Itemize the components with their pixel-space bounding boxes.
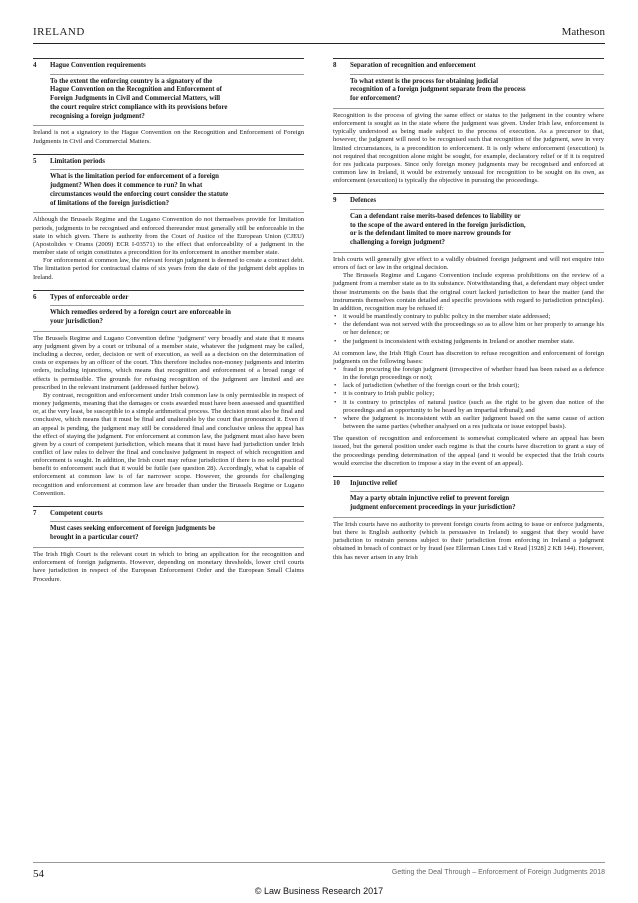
header-country: IRELAND — [33, 26, 85, 38]
question-heading: Hague Convention requirements — [50, 62, 146, 69]
right-column — [333, 58, 604, 562]
question-section-10 — [333, 476, 604, 562]
page-number: 54 — [33, 868, 44, 880]
question-number: 8 — [333, 62, 337, 69]
question-text: To the extent the enforcing country is a signatory of the Hague Convention on the Recognition and Enforcement of Foreign Judgments in Civil and Commercial Matters, will the court require strict compliance with its provisions before recognising a foreign judgment? — [50, 74, 304, 122]
question-number: 7 — [33, 509, 37, 517]
left-column — [33, 58, 304, 584]
question-text: Must cases seeking enforcement of foreign judgments be brought in a particular court? — [50, 521, 304, 543]
question-number: 5 — [33, 157, 37, 165]
header-firm: Matheson — [561, 26, 605, 38]
list-item: • it is contrary to principles of natural justice (such as the right to be given due notice of the proceedings and an opportunity to be heard by an impartial tribunal); and — [333, 399, 604, 415]
question-section-7 — [33, 506, 304, 584]
list-item: • it is contrary to Irish public policy; — [333, 390, 604, 398]
question-heading: Limitation periods — [50, 157, 105, 165]
question-heading: Competent courts — [50, 509, 103, 517]
question-section-5 — [33, 154, 304, 282]
list-item: • the defendant was not served with the proceedings so as to allow him or her properly to arrange his or her defence; or — [333, 321, 604, 337]
question-number: 4 — [33, 62, 37, 69]
question-heading: Types of enforceable order — [50, 293, 129, 301]
question-number: 6 — [33, 293, 37, 301]
question-section-6 — [33, 290, 304, 498]
list-item: • fraud in procuring the foreign judgment (irrespective of whether fraud has been raised as a defence in the foreign proceedings or not); — [333, 366, 604, 382]
bullet-list — [333, 366, 604, 431]
question-text: Which remedies ordered by a foreign court are enforceable in your jurisdiction? — [50, 305, 304, 327]
answer-text: The Irish courts have no authority to prevent foreign courts from acting to issue or enforce judgments, but there is English authority (which is persuasive in Ireland) to suggest that they would have jurisdiction to restrain persons subject to their jurisdiction from enforcing in Ireland a judgment obtained in breach of contract or by fraud (see Ellerman Lines Ltd v Read [1928] 2 KB 144). However, this has never arisen in any Irish — [333, 517, 604, 562]
list-item: • where the judgment is inconsistent with an earlier judgment based on the same cause of action between the same parties (whether analysed on a res judicata or issue estoppel basis). — [333, 415, 604, 431]
question-section-8 — [333, 58, 604, 185]
question-text: May a party obtain injunctive relief to prevent foreign judgment enforcement proceedings in your jurisdiction? — [350, 491, 604, 513]
answer-text: The Brussels Regime and Lugano Convention define ‘judgment’ very broadly and state that it means any judgment given by a court or tribunal of a member state, whatever the judgment may be called, including a decree, order, decision or writ of execution, as well as a decision on the determination of costs or expenses by an officer of the court. This therefore includes non-money judgments and interim orders, including injunctions, which means that recognition and enforcement of a broad range of effects is permissible. The grounds for refusing recognition of the judgment are limited and are prescribed in the relevant instrument (addressed further below). By contrast, recognition and enforcement under Irish common law is only permissible in respect of money judgments, meaning that the damages or costs awarded must have been assessed and quantified or, at the very least, be susceptible to a simple arithmetical process. The decision must also be final and conclusive, which means that it must be final and unalterable by the court that pronounced it. Even if an appeal is pending, the judgment may still be considered final and conclusive unless the appeal has the effect of staying the judgment. For enforcement at common law, the judgment must also have been given by a court of competent jurisdiction, which means that it must have had jurisdiction under Irish conflict of law rules to deliver the final and conclusive judgment in respect of which recognition and enforcement is sought. In addition, the Irish court may refuse jurisdiction if there is no solid practical benefit to enforcement such that it would be futile (see question 28). Accordingly, what is capable of enforcement at common law is of far narrower scope. However, the grounds for challenging recognition and enforcement at common law are broader than under the Brussels Regime or Lugano Convention. — [33, 331, 304, 498]
list-item: • the judgment is inconsistent with existing judgments in Ireland or another member state. — [333, 338, 604, 346]
question-section-4 — [33, 58, 304, 146]
question-number: 9 — [333, 197, 337, 205]
question-heading: Injunctive relief — [350, 479, 398, 487]
bullet-list — [333, 313, 604, 346]
publication-source: Getting the Deal Through – Enforcement of Foreign Judgments 2018 — [391, 869, 605, 876]
question-text: What is the limitation period for enforcement of a foreign judgment? When does it commence to run? In what circumstances would the enforcing court consider the statute of limitations of the foreign jurisdiction? — [50, 169, 304, 208]
footer-divider — [33, 862, 605, 863]
answer-text: Recognition is the process of giving the same effect or status to the judgment in the country where enforcement is sought as in the state where the judgment was given. Under Irish law, enforcement is typically understood as being made subject to the process of execution. As a precursor to that, however, the judgment will need to be recognised such that recognition of the judgment, save in very limited circumstances, is a precondition to enforcement. It is only where enforcement (execution) is not required that recognition alone might be sought, for example, declaratory relief or if it is required for res judicata purposes. Since only foreign money judgments may be recognised and enforced at common law in Ireland, it would be extremely unusual for recognition to be sought on its own, as enforcement (execution) is typically the objective in pursuing the proceedings. — [333, 108, 604, 185]
answer-text: Irish courts will generally give effect to a validly obtained foreign judgment and will not enquire into errors of fact or law in the original decision. The Brussels Regime and Lugano Convention include express prohibitions on the review of a judgment from a member state as to its substance. Notwithstanding that, a defendant may object under those instruments on the basis that the original court lacked jurisdiction to hear the matter (and the instruments themselves contain detailed and specific provisions with regard to jurisdiction principles). In addition, recognition may be refused if: • it would be manifestly contrary to public policy in the member state addressed; • the defendant was not served with the proceedings so as to allow him or her properly to arrange his or her defence; or • the judgment is inconsistent with existing judgments in Ireland or another member state. At common law, the Irish High Court has discretion to refuse recognition and enforcement of foreign judgments on the following bases: • fraud in procuring the foreign judgment (irrespective of whether fraud has been raised as a defence in the foreign proceedings or not); • lack of jurisdiction (whether of the foreign court or the Irish court); • it is contrary to Irish public policy; • it is contrary to principles of natural justice (such as the right to be given due notice of the proceedings and an opportunity to be heard by an impartial tribunal); and • where the judgment is inconsistent with an earlier judgment based on the same cause of action between the same parties (whether analysed on a res judicata or issue estoppel basis). The question of recognition and enforcement is somewhat complicated where an appeal has been issued, but the general position under each regime is that the courts have discretion to grant a stay of the proceedings pending determination of the appeal (and it would be expected that the Irish courts would exercise the discretion to impose a stay in the event of an appeal). — [333, 252, 604, 468]
page-header — [33, 26, 605, 44]
question-heading: Separation of recognition and enforcement — [350, 62, 476, 69]
list-item: • lack of jurisdiction (whether of the foreign court or the Irish court); — [333, 382, 604, 390]
question-number: 10 — [333, 479, 340, 487]
list-item: • it would be manifestly contrary to public policy in the member state addressed; — [333, 313, 604, 321]
question-section-9 — [333, 193, 604, 468]
question-heading: Defences — [350, 197, 377, 205]
copyright-notice: © Law Business Research 2017 — [254, 886, 384, 896]
answer-text: The Irish High Court is the relevant court in which to bring an application for the recognition and enforcement of foreign judgments. However, depending on monetary thresholds, lower civil courts have jurisdiction in respect of the European Enforcement Order and the European Small Claims Procedure. — [33, 547, 304, 584]
answer-text: Ireland is not a signatory to the Hague Convention on the Recognition and Enforcement of Foreign Judgments in Civil and Commercial Matters. — [33, 125, 304, 145]
answer-text: Although the Brussels Regime and the Lugano Convention do not themselves provide for limitation periods, judgments to be recognised and enforced thereunder must generally still be enforceable in the state in which given. There is authority from the Court of Justice of the European Union (CJEU) (Apostolides v Orams (2009) ECR I-03571) to the effect that enforceability of a judgment in the member state of origin constitutes a precondition for its enforcement in another member state. For enforcement at common law, the relevant foreign judgment is deemed to create a contract debt. The limitation period for contractual claims of six years from the date of the judgment debt applies in Ireland. — [33, 212, 304, 281]
question-text: To what extent is the process for obtaining judicial recognition of a foreign judgment separate from the process for enforcement? — [350, 74, 604, 104]
question-text: Can a defendant raise merits-based defences to liability or to the scope of the award entered in the foreign jurisdiction, or is the defendant limited to more narrow grounds for challenging a foreign judgment? — [350, 209, 604, 248]
